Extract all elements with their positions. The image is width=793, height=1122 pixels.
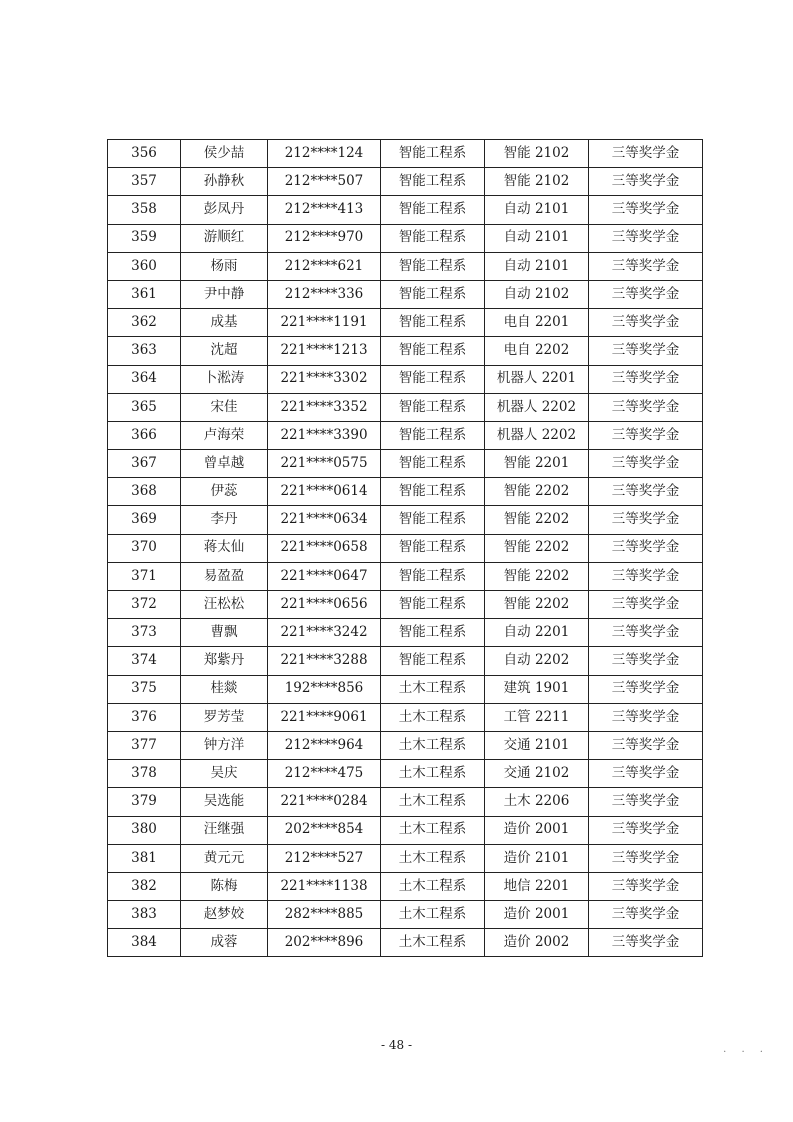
class-name-cell: 智能 2202: [485, 478, 589, 506]
department-cell: 智能工程系: [381, 647, 485, 675]
student-id-cell: 212****964: [268, 731, 381, 759]
table-row: [108, 337, 703, 365]
award-level-cell: 三等奖学金: [589, 168, 703, 196]
department-cell: 土木工程系: [381, 901, 485, 929]
award-level-cell: 三等奖学金: [589, 224, 703, 252]
award-level-cell: 三等奖学金: [589, 760, 703, 788]
table-row: [108, 872, 703, 900]
department-cell: 智能工程系: [381, 562, 485, 590]
student-id-cell: 221****3302: [268, 365, 381, 393]
student-id-cell: 212****475: [268, 760, 381, 788]
scan-marks: . . .: [723, 1044, 769, 1055]
student-name-cell: 侯少喆: [181, 140, 268, 168]
row-number-cell: 361: [108, 280, 181, 308]
award-level-cell: 三等奖学金: [589, 562, 703, 590]
row-number-cell: 371: [108, 562, 181, 590]
department-cell: 土木工程系: [381, 760, 485, 788]
department-cell: 智能工程系: [381, 252, 485, 280]
row-number-cell: 357: [108, 168, 181, 196]
class-name-cell: 自动 2102: [485, 280, 589, 308]
table-row: [108, 252, 703, 280]
class-name-cell: 自动 2201: [485, 619, 589, 647]
class-name-cell: 造价 2002: [485, 929, 589, 957]
row-number-cell: 369: [108, 506, 181, 534]
table-row: [108, 224, 703, 252]
row-number-cell: 382: [108, 872, 181, 900]
student-name-cell: 曾卓越: [181, 450, 268, 478]
department-cell: 土木工程系: [381, 788, 485, 816]
class-name-cell: 智能 2202: [485, 534, 589, 562]
student-name-cell: 卜淞涛: [181, 365, 268, 393]
student-name-cell: 成蓉: [181, 929, 268, 957]
student-id-cell: 282****885: [268, 901, 381, 929]
class-name-cell: 交通 2101: [485, 731, 589, 759]
row-number-cell: 364: [108, 365, 181, 393]
student-id-cell: 212****507: [268, 168, 381, 196]
student-id-cell: 221****3288: [268, 647, 381, 675]
department-cell: 土木工程系: [381, 675, 485, 703]
table-row: [108, 929, 703, 957]
class-name-cell: 自动 2202: [485, 647, 589, 675]
student-name-cell: 汪松松: [181, 591, 268, 619]
row-number-cell: 379: [108, 788, 181, 816]
department-cell: 土木工程系: [381, 929, 485, 957]
table-row: [108, 168, 703, 196]
table-row: [108, 506, 703, 534]
table-row: [108, 534, 703, 562]
award-level-cell: 三等奖学金: [589, 844, 703, 872]
department-cell: 土木工程系: [381, 703, 485, 731]
table-row: [108, 703, 703, 731]
department-cell: 智能工程系: [381, 591, 485, 619]
row-number-cell: 356: [108, 140, 181, 168]
row-number-cell: 378: [108, 760, 181, 788]
class-name-cell: 智能 2202: [485, 562, 589, 590]
row-number-cell: 383: [108, 901, 181, 929]
table-row: [108, 760, 703, 788]
student-id-cell: 202****854: [268, 816, 381, 844]
table-row: [108, 478, 703, 506]
row-number-cell: 377: [108, 731, 181, 759]
student-id-cell: 221****0284: [268, 788, 381, 816]
scholarship-table: [107, 139, 703, 957]
award-level-cell: 三等奖学金: [589, 337, 703, 365]
award-level-cell: 三等奖学金: [589, 393, 703, 421]
award-level-cell: 三等奖学金: [589, 816, 703, 844]
row-number-cell: 384: [108, 929, 181, 957]
class-name-cell: 电自 2202: [485, 337, 589, 365]
row-number-cell: 359: [108, 224, 181, 252]
award-level-cell: 三等奖学金: [589, 788, 703, 816]
award-level-cell: 三等奖学金: [589, 506, 703, 534]
student-name-cell: 罗芳莹: [181, 703, 268, 731]
student-id-cell: 221****0658: [268, 534, 381, 562]
row-number-cell: 366: [108, 421, 181, 449]
department-cell: 智能工程系: [381, 140, 485, 168]
award-level-cell: 三等奖学金: [589, 534, 703, 562]
row-number-cell: 367: [108, 450, 181, 478]
table-row: [108, 393, 703, 421]
class-name-cell: 自动 2101: [485, 252, 589, 280]
department-cell: 土木工程系: [381, 872, 485, 900]
row-number-cell: 373: [108, 619, 181, 647]
award-level-cell: 三等奖学金: [589, 872, 703, 900]
student-name-cell: 易盈盈: [181, 562, 268, 590]
student-id-cell: 212****527: [268, 844, 381, 872]
student-id-cell: 212****970: [268, 224, 381, 252]
row-number-cell: 376: [108, 703, 181, 731]
table-row: [108, 816, 703, 844]
student-id-cell: 221****1213: [268, 337, 381, 365]
award-level-cell: 三等奖学金: [589, 647, 703, 675]
class-name-cell: 智能 2202: [485, 591, 589, 619]
department-cell: 智能工程系: [381, 534, 485, 562]
class-name-cell: 机器人 2202: [485, 421, 589, 449]
class-name-cell: 智能 2102: [485, 168, 589, 196]
department-cell: 土木工程系: [381, 844, 485, 872]
student-name-cell: 赵梦姣: [181, 901, 268, 929]
student-name-cell: 卢海荣: [181, 421, 268, 449]
award-level-cell: 三等奖学金: [589, 365, 703, 393]
table-body: [108, 140, 703, 957]
award-level-cell: 三等奖学金: [589, 703, 703, 731]
table-row: [108, 140, 703, 168]
class-name-cell: 智能 2201: [485, 450, 589, 478]
student-name-cell: 钟方洋: [181, 731, 268, 759]
award-level-cell: 三等奖学金: [589, 619, 703, 647]
award-level-cell: 三等奖学金: [589, 309, 703, 337]
class-name-cell: 交通 2102: [485, 760, 589, 788]
table-row: [108, 647, 703, 675]
class-name-cell: 造价 2101: [485, 844, 589, 872]
student-id-cell: 221****0575: [268, 450, 381, 478]
table-row: [108, 196, 703, 224]
table-row: [108, 675, 703, 703]
table-row: [108, 365, 703, 393]
department-cell: 智能工程系: [381, 393, 485, 421]
department-cell: 智能工程系: [381, 365, 485, 393]
student-id-cell: 192****856: [268, 675, 381, 703]
student-name-cell: 伊蕊: [181, 478, 268, 506]
award-level-cell: 三等奖学金: [589, 196, 703, 224]
class-name-cell: 地信 2201: [485, 872, 589, 900]
department-cell: 智能工程系: [381, 421, 485, 449]
department-cell: 智能工程系: [381, 280, 485, 308]
table-row: [108, 788, 703, 816]
table-row: [108, 731, 703, 759]
student-id-cell: 221****0634: [268, 506, 381, 534]
table-row: [108, 421, 703, 449]
row-number-cell: 375: [108, 675, 181, 703]
student-name-cell: 吴庆: [181, 760, 268, 788]
student-id-cell: 221****3390: [268, 421, 381, 449]
class-name-cell: 土木 2206: [485, 788, 589, 816]
student-name-cell: 陈梅: [181, 872, 268, 900]
table-row: [108, 901, 703, 929]
department-cell: 智能工程系: [381, 309, 485, 337]
class-name-cell: 智能 2202: [485, 506, 589, 534]
department-cell: 智能工程系: [381, 506, 485, 534]
student-name-cell: 郑紫丹: [181, 647, 268, 675]
department-cell: 智能工程系: [381, 450, 485, 478]
class-name-cell: 电自 2201: [485, 309, 589, 337]
student-id-cell: 212****124: [268, 140, 381, 168]
student-id-cell: 202****896: [268, 929, 381, 957]
student-id-cell: 221****0647: [268, 562, 381, 590]
student-id-cell: 221****0656: [268, 591, 381, 619]
department-cell: 智能工程系: [381, 478, 485, 506]
student-name-cell: 桂燚: [181, 675, 268, 703]
department-cell: 智能工程系: [381, 168, 485, 196]
student-id-cell: 212****336: [268, 280, 381, 308]
class-name-cell: 工管 2211: [485, 703, 589, 731]
table-row: [108, 309, 703, 337]
row-number-cell: 363: [108, 337, 181, 365]
class-name-cell: 造价 2001: [485, 816, 589, 844]
award-level-cell: 三等奖学金: [589, 591, 703, 619]
award-level-cell: 三等奖学金: [589, 731, 703, 759]
class-name-cell: 自动 2101: [485, 224, 589, 252]
department-cell: 智能工程系: [381, 619, 485, 647]
award-level-cell: 三等奖学金: [589, 901, 703, 929]
student-name-cell: 曹飘: [181, 619, 268, 647]
table-row: [108, 280, 703, 308]
student-id-cell: 221****9061: [268, 703, 381, 731]
student-name-cell: 沈超: [181, 337, 268, 365]
student-id-cell: 221****1191: [268, 309, 381, 337]
row-number-cell: 370: [108, 534, 181, 562]
student-name-cell: 李丹: [181, 506, 268, 534]
award-level-cell: 三等奖学金: [589, 252, 703, 280]
department-cell: 智能工程系: [381, 196, 485, 224]
student-id-cell: 221****3352: [268, 393, 381, 421]
row-number-cell: 358: [108, 196, 181, 224]
class-name-cell: 自动 2101: [485, 196, 589, 224]
award-level-cell: 三等奖学金: [589, 140, 703, 168]
row-number-cell: 365: [108, 393, 181, 421]
student-name-cell: 杨雨: [181, 252, 268, 280]
department-cell: 土木工程系: [381, 816, 485, 844]
row-number-cell: 360: [108, 252, 181, 280]
row-number-cell: 380: [108, 816, 181, 844]
student-name-cell: 彭凤丹: [181, 196, 268, 224]
page-number: - 48 -: [380, 1038, 412, 1052]
row-number-cell: 374: [108, 647, 181, 675]
table-row: [108, 591, 703, 619]
department-cell: 智能工程系: [381, 224, 485, 252]
table-row: [108, 619, 703, 647]
student-name-cell: 孙静秋: [181, 168, 268, 196]
class-name-cell: 智能 2102: [485, 140, 589, 168]
student-id-cell: 212****413: [268, 196, 381, 224]
student-name-cell: 黄元元: [181, 844, 268, 872]
student-id-cell: 221****0614: [268, 478, 381, 506]
award-level-cell: 三等奖学金: [589, 675, 703, 703]
class-name-cell: 机器人 2201: [485, 365, 589, 393]
award-level-cell: 三等奖学金: [589, 450, 703, 478]
student-name-cell: 汪继强: [181, 816, 268, 844]
row-number-cell: 372: [108, 591, 181, 619]
student-id-cell: 212****621: [268, 252, 381, 280]
class-name-cell: 机器人 2202: [485, 393, 589, 421]
class-name-cell: 建筑 1901: [485, 675, 589, 703]
row-number-cell: 381: [108, 844, 181, 872]
award-level-cell: 三等奖学金: [589, 421, 703, 449]
student-name-cell: 尹中静: [181, 280, 268, 308]
department-cell: 土木工程系: [381, 731, 485, 759]
department-cell: 智能工程系: [381, 337, 485, 365]
student-name-cell: 宋佳: [181, 393, 268, 421]
award-level-cell: 三等奖学金: [589, 280, 703, 308]
row-number-cell: 362: [108, 309, 181, 337]
student-name-cell: 蒋太仙: [181, 534, 268, 562]
row-number-cell: 368: [108, 478, 181, 506]
student-id-cell: 221****1138: [268, 872, 381, 900]
student-name-cell: 吴选能: [181, 788, 268, 816]
student-name-cell: 游顺红: [181, 224, 268, 252]
class-name-cell: 造价 2001: [485, 901, 589, 929]
award-level-cell: 三等奖学金: [589, 478, 703, 506]
table-row: [108, 450, 703, 478]
table-row: [108, 562, 703, 590]
student-name-cell: 成基: [181, 309, 268, 337]
table-row: [108, 844, 703, 872]
student-id-cell: 221****3242: [268, 619, 381, 647]
award-level-cell: 三等奖学金: [589, 929, 703, 957]
